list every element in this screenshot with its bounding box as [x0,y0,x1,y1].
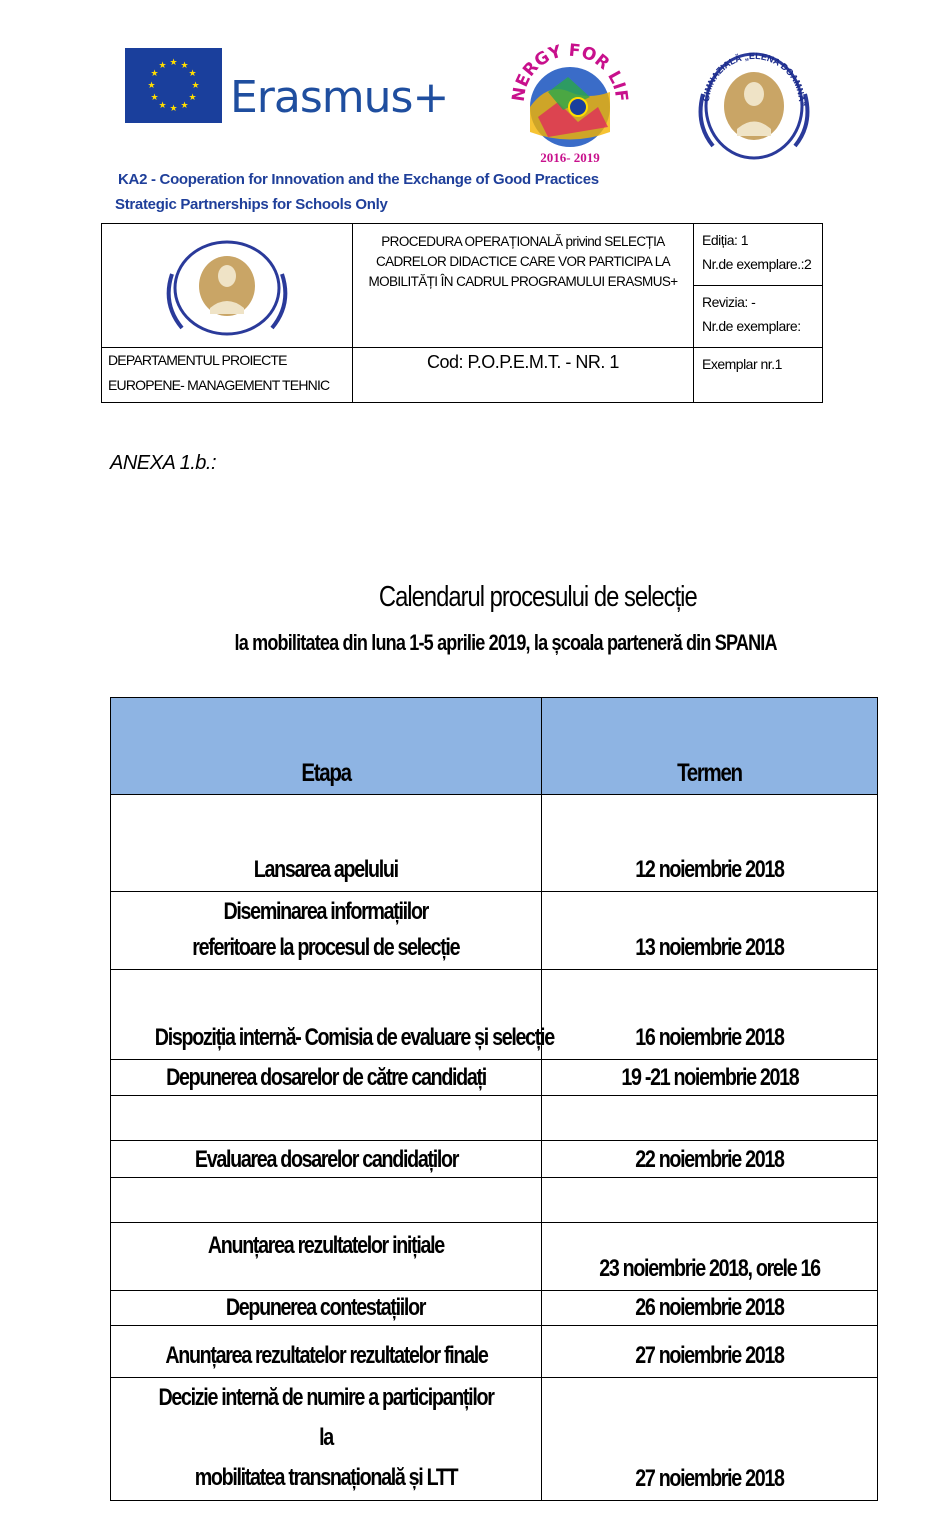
calendar-title: Calendarul procesului de selecție [378,581,697,613]
copy-number: Exemplar nr.1 [702,356,782,372]
svg-text:★: ★ [147,80,156,90]
etapa-cell: Dispoziția internă- Comisia de evaluare și selecție [111,970,542,1060]
annex-label: ANEXA 1.b.: [110,452,217,474]
procedure-header-table [101,223,823,403]
table-row [111,970,878,1060]
energy-logo-years: 2016- 2019 [540,150,600,165]
selection-calendar-table [110,697,878,1501]
edition-cell [694,224,823,286]
svg-text:★: ★ [188,92,197,102]
edition-label: Ediția: 1 [702,232,749,248]
termen-cell: 13 noiembrie 2018 [542,892,878,970]
program-line-2: Strategic Partnerships for Schools Only [115,196,388,213]
svg-text:★: ★ [150,68,159,78]
etapa-cell: Lansarea apelului [111,795,542,892]
termen-cell [542,1178,878,1223]
svg-text:★: ★ [180,100,189,110]
etapa-cell: Anunțarea rezultatelor rezultatelor finale [111,1326,542,1378]
termen-cell: 27 noiembrie 2018 [542,1326,878,1378]
revision-cell [694,286,823,348]
etapa-cell: Anunțarea rezultatelor inițiale [111,1223,542,1291]
svg-text:★: ★ [150,92,159,102]
table-row [111,795,878,892]
etapa-cell: Decizie internă de numire a participanților la mobilitatea transnațională și LTT [111,1378,542,1501]
eu-flag-logo [125,48,222,123]
table-row [111,1378,878,1501]
copies-count-1: Nr.de exemplare.:2 [702,256,812,272]
svg-text:★: ★ [158,100,167,110]
procedure-title-line-1: PROCEDURA OPERAȚIONALĂ privind SELECȚIA [381,234,665,249]
code-cell [353,348,694,403]
svg-text:★: ★ [180,60,189,70]
svg-text:★: ★ [169,57,178,67]
header-etapa: Etapa [111,698,542,795]
energy-logo-arc-text: NERGY FOR LIF [508,40,630,103]
table-row [111,1141,878,1178]
department-line-2: EUROPENE- MANAGEMENT TEHNIC [108,377,330,393]
table-row [111,892,878,970]
svg-text:★: ★ [191,80,200,90]
table-row [111,1291,878,1326]
program-line-1: KA2 - Cooperation for Innovation and the Exchange of Good Practices [118,171,599,188]
header-school-seal-icon [102,224,352,342]
school-seal-text: GIMNAZIALĂ „ELENA DOAMNA” [700,50,808,107]
termen-cell: 27 noiembrie 2018 [542,1378,878,1501]
school-seal-logo [695,34,813,174]
svg-text:★: ★ [169,103,178,113]
etapa-cell: Diseminarea informațiilor referitoare la procesul de selecție [111,892,542,970]
etapa-cell [111,1178,542,1223]
erasmus-plus-wordmark: Erasmus+ [230,72,449,123]
header-termen: Termen [542,698,878,795]
svg-text:★: ★ [158,60,167,70]
calendar-subtitle: la mobilitatea din luna 1-5 aprilie 2019, la școala parteneră din SPANIA [234,630,778,655]
header-logo-cell [102,224,353,348]
etapa-cell: Depunerea contestațiilor [111,1291,542,1326]
department-line-1: DEPARTAMENTUL PROIECTE [108,352,287,368]
copies-count-2: Nr.de exemplare: [702,318,801,334]
termen-cell: 22 noiembrie 2018 [542,1141,878,1178]
termen-cell: 19 -21 noiembrie 2018 [542,1060,878,1096]
termen-cell: 12 noiembrie 2018 [542,795,878,892]
termen-cell: 23 noiembrie 2018, orele 16 [542,1223,878,1291]
etapa-cell: Depunerea dosarelor de către candidați [111,1060,542,1096]
table-row [111,1060,878,1096]
procedure-title-cell [353,224,694,348]
svg-text:★: ★ [188,68,197,78]
table-row [111,1223,878,1291]
termen-cell: 16 noiembrie 2018 [542,970,878,1060]
table-header-row [111,698,878,795]
department-cell [102,348,353,403]
termen-cell: 26 noiembrie 2018 [542,1291,878,1326]
procedure-title-line-3: MOBILITĂȚI ÎN CADRUL PROGRAMULUI ERASMUS+ [368,274,678,289]
revision-label: Revizia: - [702,294,756,310]
etapa-cell [111,1096,542,1141]
termen-cell [542,1096,878,1141]
copy-number-cell [694,348,823,403]
procedure-code: Cod: P.O.P.E.M.T. - NR. 1 [427,352,619,372]
procedure-title-line-2: CADRELOR DIDACTICE CARE VOR PARTICIPA LA [375,254,671,269]
table-row [111,1326,878,1378]
table-row-empty [111,1178,878,1223]
table-row-empty [111,1096,878,1141]
energy-for-life-logo [508,22,630,170]
etapa-cell: Evaluarea dosarelor candidaților [111,1141,542,1178]
